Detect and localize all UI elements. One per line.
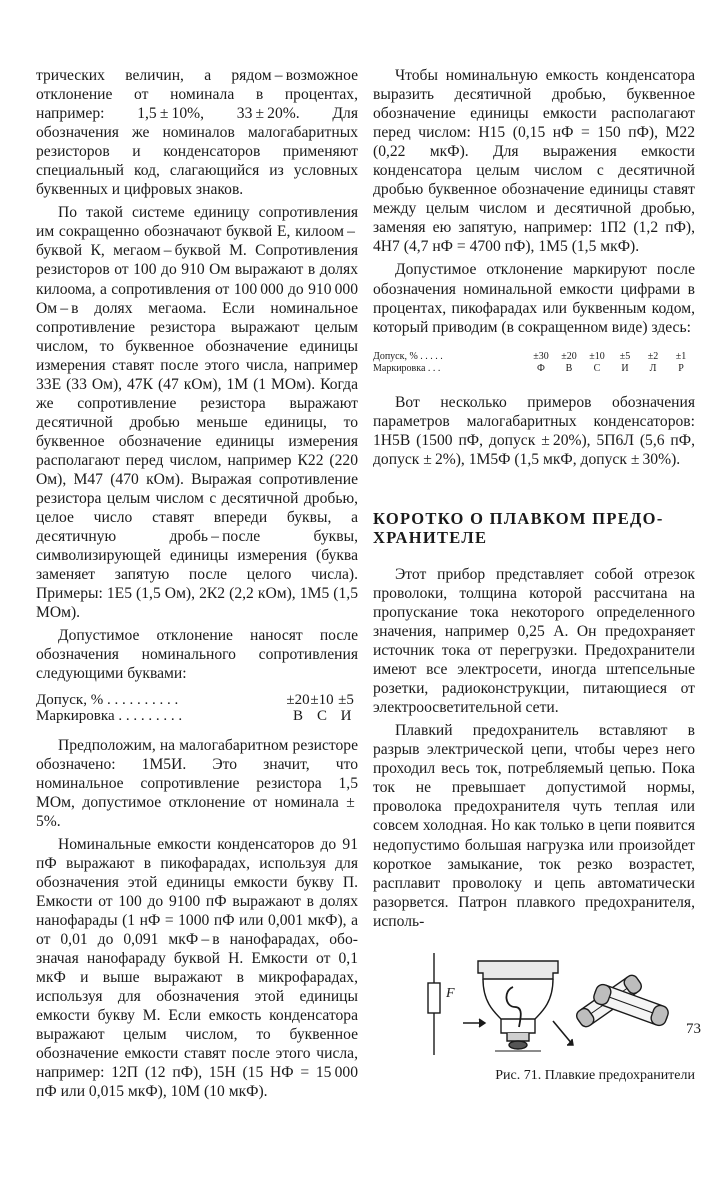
table-row-label: Маркировка . . .: [373, 362, 441, 374]
page-number: 73: [686, 1021, 701, 1037]
right-column: [373, 66, 695, 1099]
tolerance-value: ±10: [589, 350, 605, 362]
table-row: [36, 708, 358, 724]
tolerance-value: ±1: [675, 350, 687, 362]
marking-letter: С: [593, 362, 601, 374]
table-row: [373, 363, 695, 375]
paragraph: Этот прибор представляет собой отрезок проволоки, толщина которой рассчитана на пропускание тока некоторого определенного значения, например 0,25 А. Он предохраняет источник тока от перегрузки. Предохранители имеют все электросети, иногда штепсельные розетки, радиоконструкции, питающиеся от электроосветительной сети.: [373, 565, 695, 717]
paragraph: Плавкий предохранитель вставляют в разрыв электрической цепи, чтобы через него проходил весь ток, потребляемый цепью. Пока ток не превышает допустимой нормы, проволока предохранителя чуть теплая или совсем холодная. Но как только в цепи появится недопустимо большая нагрузка или произойдет короткое замыкание, ток резко возрастет, расплавит проволоку и цепь автоматически разорвется. Патрон плавкого предохранителя, исполь-: [373, 722, 695, 930]
marking-letter: И: [340, 707, 352, 724]
table-row-label: Маркировка . . . . . . . . .: [36, 707, 183, 724]
left-column: [36, 66, 358, 1101]
figure-caption: Рис. 71. Плавкие предохранители: [495, 1067, 695, 1083]
fuse-schematic-symbol: [428, 953, 455, 1055]
paragraph: Допустимое отклонение наносят после обозначения номинального сопротивления следующими буквами:: [36, 627, 358, 683]
tolerance-value: ±20: [561, 350, 577, 362]
tolerance-value: ±2: [647, 350, 659, 362]
tolerance-value: ±5: [338, 691, 354, 708]
paragraph: Чтобы номинальную емкость конденсатора выразить десятичной дробью, буквенное обозначение единицы емкости располагают перед числом: Н15 (0,15 нФ = 150 пФ), М22 (0,22 мкФ). Для выражения емкости конденсатора целым числом с десятичной дробью буквенное обозначение единицы ставят между целым числом и десятичной дробью, заменяя ею запятую, например: 1П2 (1,2 пФ), 4Н7 (4,7 нФ = 4700 пФ), 1М5 (1,5 мкФ).: [373, 67, 695, 256]
fuse-holder-drawing: [463, 961, 573, 1051]
marking-letter: И: [621, 362, 629, 374]
tolerance-value: ±20: [286, 691, 310, 708]
table-row-label: Допуск, % . . . . . . . . . .: [36, 691, 179, 708]
marking-letter: Л: [649, 362, 657, 374]
figure-fuses: [373, 949, 695, 1099]
marking-letter: В: [292, 707, 303, 724]
table-row: [373, 351, 695, 363]
marking-letter: В: [565, 362, 573, 374]
paragraph: Номинальные емкости конденсаторов до 91 пФ выражают в пикофарадах, используя для обозначения этой единицы емкости букву П. Емкости от 100 до 9100 пФ выражают в долях нанофарады (1 нФ = 1000 пФ или 0,001 мкФ), а от 0,01 до 0,091 мкФ – в нанофарадах, обозначая нанофараду буквой Н. Емкости от 0,1 мкФ и выше выражают в микрофарадах, используя для обозначения этой единицы емкости букву М. Если емкость конденсатора выражают целым числом, то буквенное обозначение емкости ставят после этого числа, например: 12П (12 пФ), 15Н (15 НФ = 15 000 пФ или 0,015 мкФ), 10М (10 мкФ).: [36, 835, 358, 1101]
tolerance-value: ±5: [619, 350, 631, 362]
tube-fuses-drawing: [574, 973, 670, 1029]
marking-letter: С: [316, 707, 327, 724]
paragraph: трических величин, а рядом – возможное отклонение от номинала в процентах, например: 1,5 ± 10%, 33 ± 20%. Для обозначения же номиналов малогабаритных резисторов и конденсаторов применяют специальный код, слагающийся из условных буквенных и цифровых знаков.: [36, 67, 358, 199]
fuses-illustration: [373, 949, 695, 1064]
paragraph: Предположим, на малогабаритном резисторе обозначено: 1М5И. Это значит, что номинальное сопротивление резистора 1,5 МОм, допустимое отклонение от номинала ± 5%.: [36, 736, 358, 830]
paragraph: Вот несколько примеров обозначения параметров малогабаритных конденсаторов: 1Н5В (1500 пФ, допуск ± 20%), 5П6Л (5,6 пФ, допуск ± 2%), 1М5Ф (1,5 мкФ, допуск ± 30%).: [373, 393, 695, 468]
tolerance-value: ±30: [533, 350, 549, 362]
tolerance-value: ±10: [310, 691, 334, 708]
capacitor-tolerance-table: [373, 351, 695, 375]
table-row: [36, 692, 358, 708]
fuse-label-f: F: [446, 985, 455, 1001]
section-heading: КОРОТКО О ПЛАВКОМ ПРЕДОХРАНИТЕЛЕ: [373, 508, 663, 547]
paragraph: По такой системе единицу сопротивления им сокращенно обозначают буквой Е, килоом – буквой К, мегаом – буквой М. Сопротивления резисторов от 100 до 910 Ом выражают в долях килоома, а сопротивления от 100 000 до 910 000 Ом – в долях мегаома. Если номинальное сопротивление резистора выражают целым числом, то буквенное обозначение единицы измерения ставят после этого числа, например 33Е (33 Ом), 47К (47 кОм), 1М (1 МОм). Когда же сопротивление резистора выражают десятичной дробью меньше единицы, то буквенное обозначение единицы измерения располагают перед числом, например К22 (220 Ом), М47 (470 кОм). Выражая сопротивление резистора целым числом с десятичной дробью, целое число ставят впереди буквы, а десятичную дробь – после буквы, символизирующей единицы измерения (буква заменяет запятую после целого числа). Примеры: 1Е5 (1,5 Ом), 2К2 (2,2 кОм), 1М5 (1,5 МОм).: [36, 204, 358, 622]
paragraph: Допустимое отклонение маркируют после обозначения номинальной емкости цифрами в процентах, пикофарадах или буквенным кодом, который приводим (в сокращенном виде) здесь:: [373, 261, 695, 336]
marking-letter: Р: [678, 362, 684, 374]
table-row-label: Допуск, % . . . . .: [373, 350, 443, 362]
marking-letter: Ф: [537, 362, 545, 374]
resistor-tolerance-table: [36, 692, 358, 724]
